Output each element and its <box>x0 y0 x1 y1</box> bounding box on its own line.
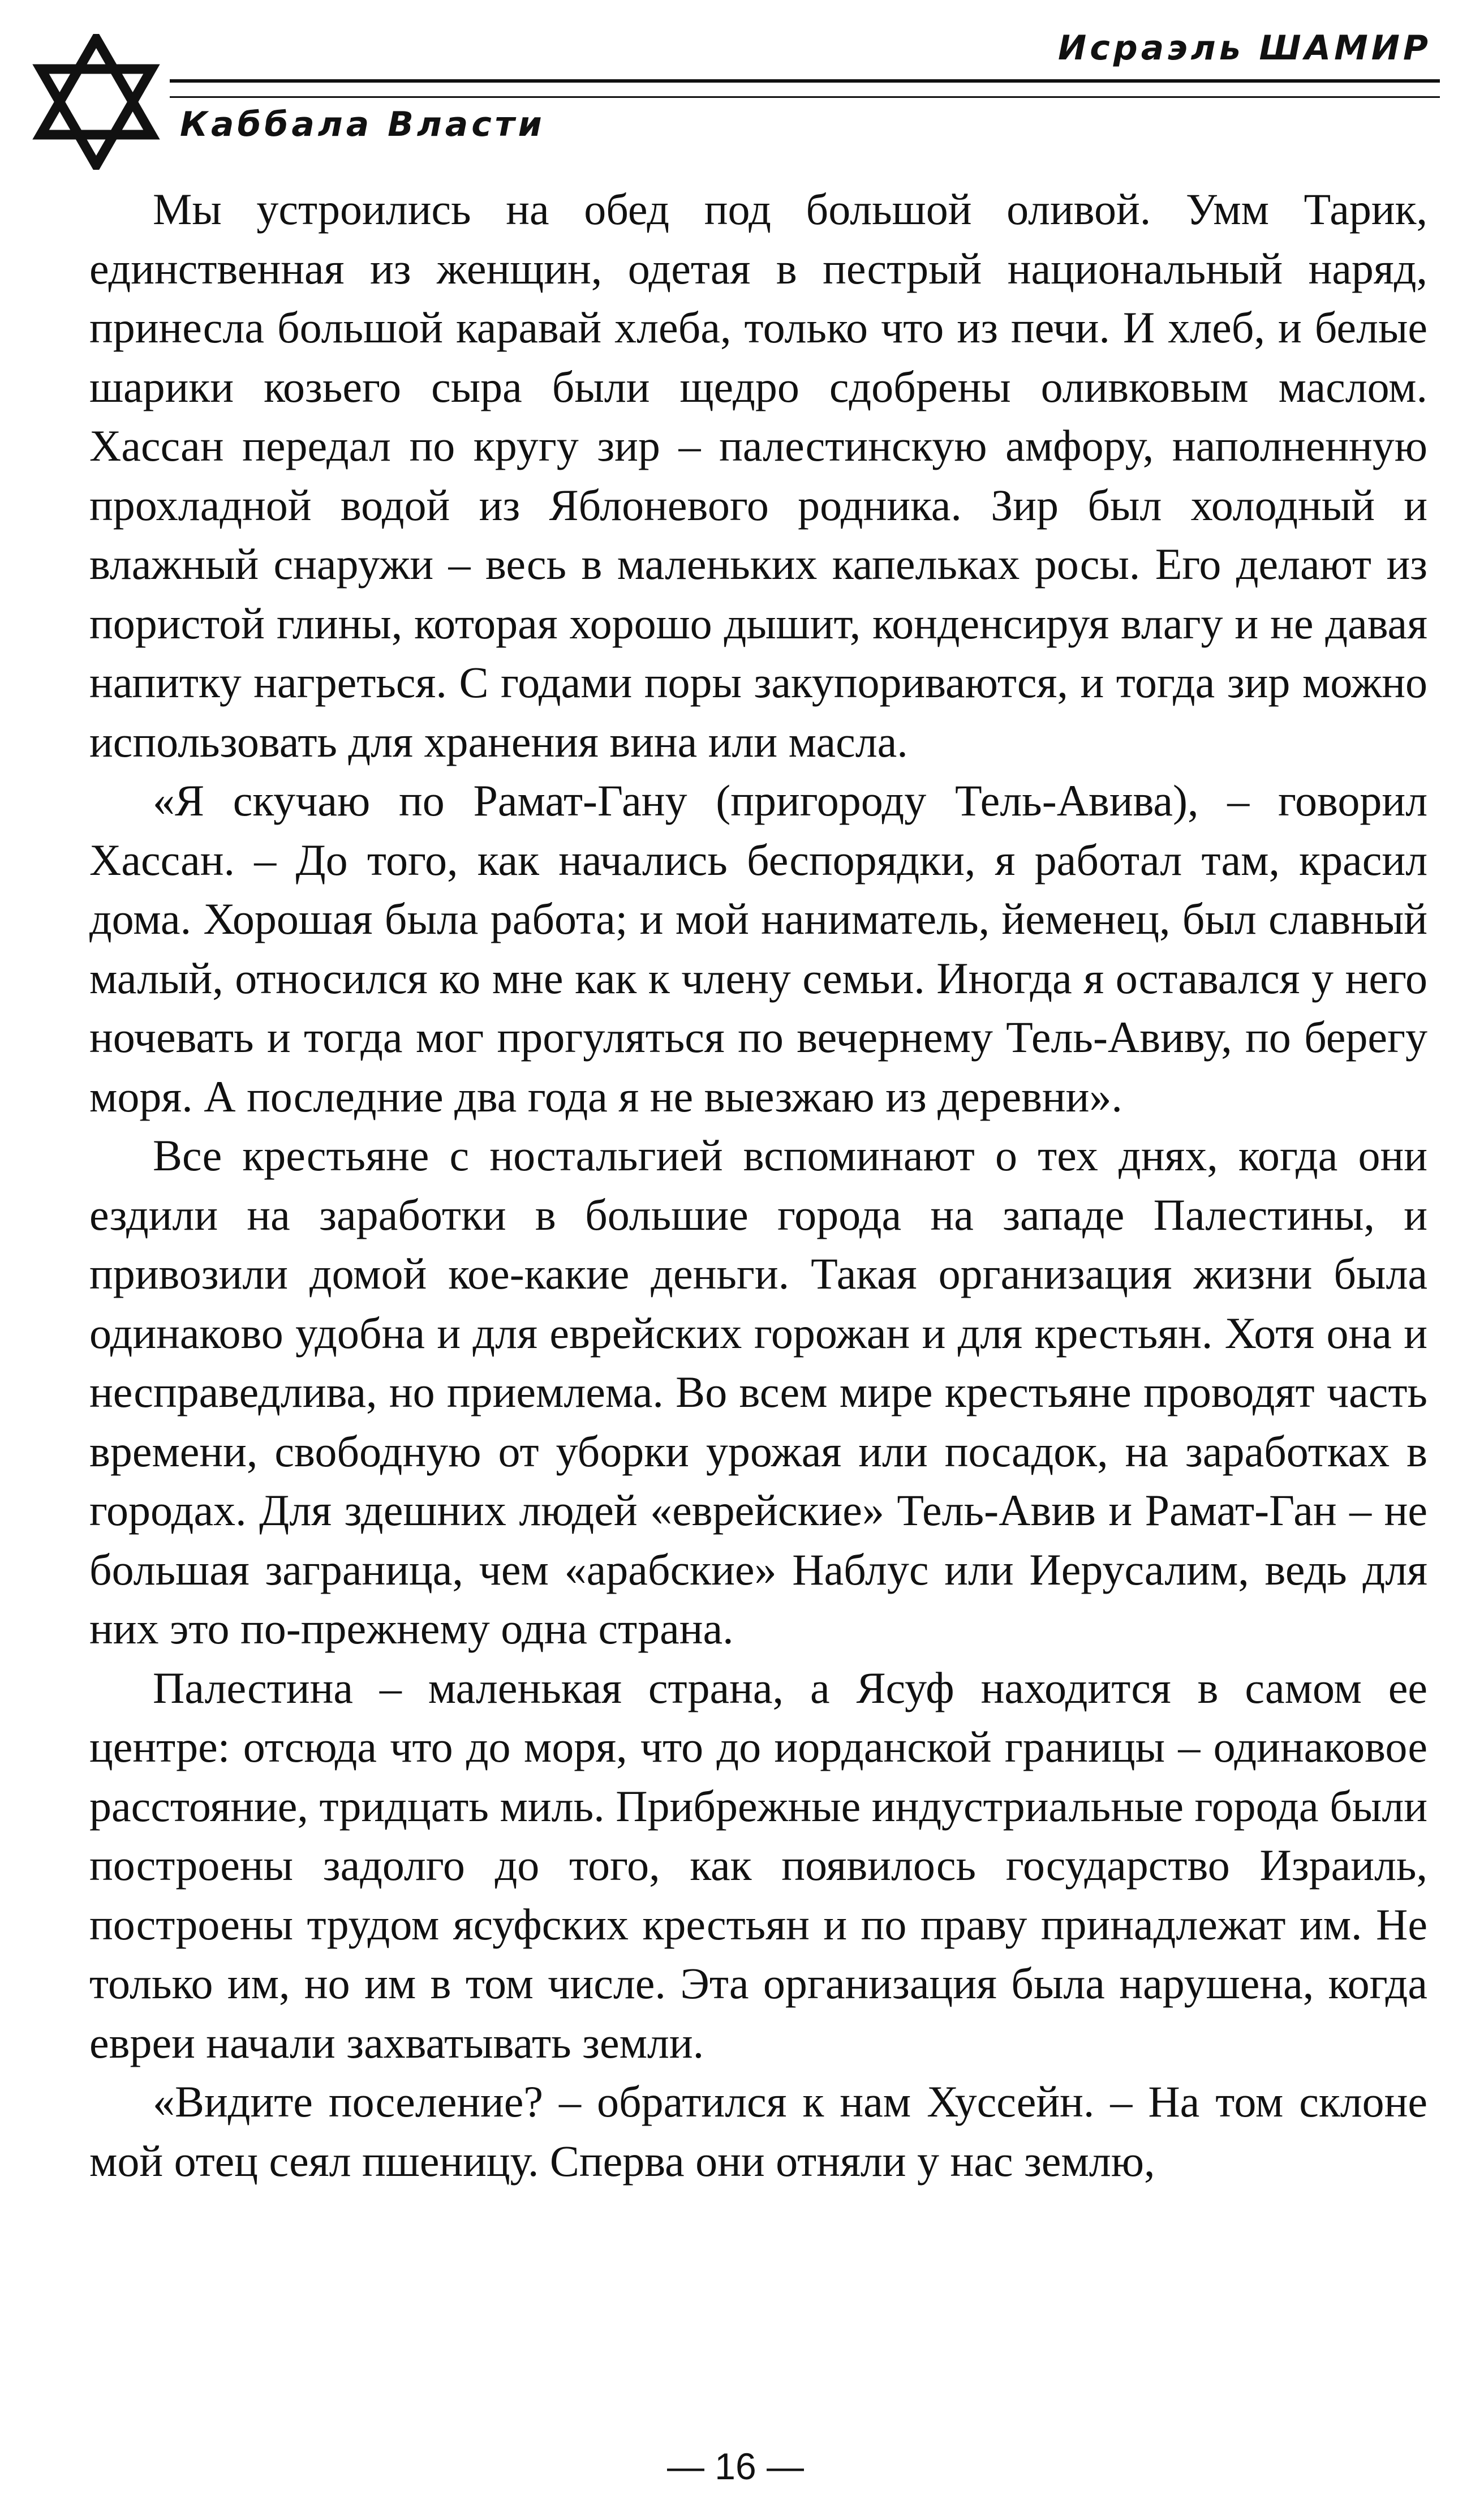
star-of-david-icon <box>28 34 164 170</box>
paragraph: Палестина – маленькая страна, а Ясуф находится в самом ее центре: отсюда что до моря, что до иорданской границы – одинаковое расстояние, тридцать миль. Прибрежные индустриальные города были построены задолго до того, как появилось государство Израиль, построены трудом ясуфских крестьян и по праву принадлежат им. Не только им, но им в том числе. Эта организация была нарушена, когда евреи начали захватывать земли. <box>89 1663 1427 2067</box>
paragraph: «Видите поселение? – обратился к нам Хуссейн. – На том склоне мой отец сеял пшеницу. Сперва они отняли у нас землю, <box>89 2077 1427 2186</box>
header-rule-thin <box>170 96 1440 98</box>
running-head-book-title: Каббала Власти <box>180 105 545 144</box>
body-text <box>89 180 1427 2191</box>
header-rule-thick <box>170 79 1440 83</box>
page-number: — 16 — <box>666 2445 805 2487</box>
paragraph: Мы устроились на обед под большой оливой. Умм Тарик, единственная из женщин, одетая в пестрый национальный наряд, принесла большой каравай хлеба, только что из печи. И хлеб, и белые шарики козьего сыра были щедро сдобрены оливковым маслом. Хассан передал по кругу зир – палестинскую амфору, наполненную прохладной водой из Яблоневого родника. Зир был холодный и влажный снаружи – весь в маленьких капельках росы. Его делают из пористой глины, которая хорошо дышит, конденсируя влагу и не давая напитку нагреться. С годами поры закупориваются, и тогда зир можно использовать для хранения вина или масла. <box>89 184 1427 766</box>
paragraph: «Я скучаю по Рамат-Гану (пригороду Тель-Авива), – говорил Хассан. – До того, как начались беспорядки, я работал там, красил дома. Хорошая была работа; и мой наниматель, йеменец, был славный малый, относился ко мне как к члену семьи. Иногда я оставался у него ночевать и тогда мог прогуляться по вечернему Тель-Авиву, по берегу моря. А последние два года я не выезжаю из деревни». <box>89 776 1427 1121</box>
paragraph: Все крестьяне с ностальгией вспоминают о тех днях, когда они ездили на заработки в большие города на западе Палестины, и привозили домой кое-какие деньги. Такая организация жизни была одинаково удобна и для еврейских горожан и для крестьян. Хотя она и несправедлива, но приемлема. Во всем мире крестьяне проводят часть времени, свободную от уборки урожая или посадок, на заработках в городах. Для здешних людей «еврейские» Тель-Авив и Рамат-Ган – не большая заграница, чем «арабские» Наблус или Иерусалим, ведь для них это по-прежнему одна страна. <box>89 1131 1427 1653</box>
running-head-author: Исраэль ШАМИР <box>1057 28 1431 68</box>
